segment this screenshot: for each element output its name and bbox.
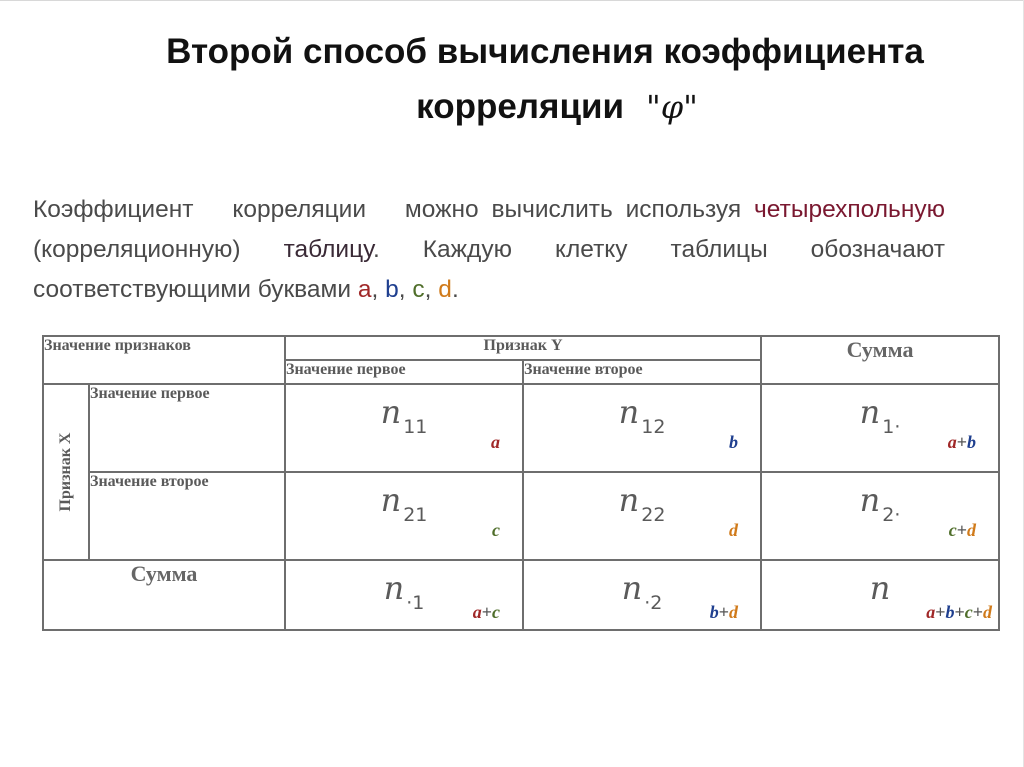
cell-letters: a+b	[947, 432, 977, 452]
cell-letters: c+d	[948, 520, 977, 540]
n-symbol: n $_{2\cdot}$	[859, 481, 901, 526]
cell-n-dot2	[523, 560, 761, 630]
cell-letter: d	[729, 520, 739, 540]
intro-word-fourfield: четырехпольную	[754, 196, 945, 223]
n-symbol: n $_{11}$	[380, 393, 428, 438]
n-symbol: n $_{\cdot 1}$	[383, 569, 425, 614]
cell-letters: a+c	[472, 602, 501, 622]
header-feature-y: Признак Y	[285, 336, 761, 360]
intro-word-table: таблицу	[283, 236, 373, 263]
cell-n22	[523, 472, 761, 560]
n-symbol: n	[869, 569, 891, 607]
cell-letters: b+d	[709, 602, 739, 622]
phi-symbol: "φ"	[646, 88, 698, 126]
slide-title	[80, 24, 1010, 135]
header-feature-values: Значение признаков	[43, 336, 285, 384]
title-word-correlation: корреляции	[416, 87, 625, 126]
letter-d: d	[438, 276, 452, 303]
feature-x-cell	[43, 384, 89, 560]
n-symbol: n $_{22}$	[618, 481, 666, 526]
cell-letter: b	[729, 432, 739, 452]
n-symbol: n $_{21}$	[380, 481, 428, 526]
cell-n-total	[761, 560, 999, 630]
n-symbol: n $_{1\cdot}$	[859, 393, 901, 438]
letter-separator: ,	[371, 276, 379, 303]
letter-a: a	[357, 276, 372, 303]
letter-b: b	[385, 276, 399, 303]
intro-letters	[358, 276, 459, 303]
row-first-value: Значение первое	[89, 384, 285, 472]
intro-phrase-each-cell: . Каждую клетку таблицы обозначают соответствующими буквами	[33, 236, 945, 303]
title-line-2	[80, 79, 1010, 135]
header-y-first-value: Значение первое	[285, 360, 523, 384]
header-y-second-value: Значение второе	[523, 360, 761, 384]
cell-n12	[523, 384, 761, 472]
cell-letters: a+b+c+d	[926, 602, 993, 622]
intro-phrase-can-compute: можно вычислить используя	[404, 196, 742, 223]
n-symbol: n $_{\cdot 2}$	[621, 569, 663, 614]
letter-separator: ,	[398, 276, 406, 303]
cell-n2-dot	[761, 472, 999, 560]
intro-paragraph	[33, 190, 945, 310]
cell-n1-dot	[761, 384, 999, 472]
intro-word-correlation: корреляции	[232, 196, 367, 223]
feature-x-label: Признак X	[57, 432, 74, 512]
cell-letter: a	[491, 432, 501, 452]
cell-letter: c	[492, 520, 501, 540]
cell-n-dot1	[285, 560, 523, 630]
intro-word-correlational: (корреляционную)	[33, 236, 241, 263]
cell-n11	[285, 384, 523, 472]
n-symbol: n $_{12}$	[618, 393, 666, 438]
letter-separator: ,	[424, 276, 432, 303]
title-line-1: Второй способ вычисления коэффициента	[166, 32, 924, 71]
letter-c: c	[412, 276, 425, 303]
row-sum: Сумма	[43, 560, 285, 630]
intro-word-coefficient: Коэффициент	[33, 196, 194, 223]
row-second-value: Значение второе	[89, 472, 285, 560]
header-sum: Сумма	[761, 336, 999, 384]
slide-top-border	[0, 0, 1024, 1]
correlation-table	[42, 335, 1000, 631]
intro-end-period: .	[451, 276, 459, 303]
cell-n21	[285, 472, 523, 560]
